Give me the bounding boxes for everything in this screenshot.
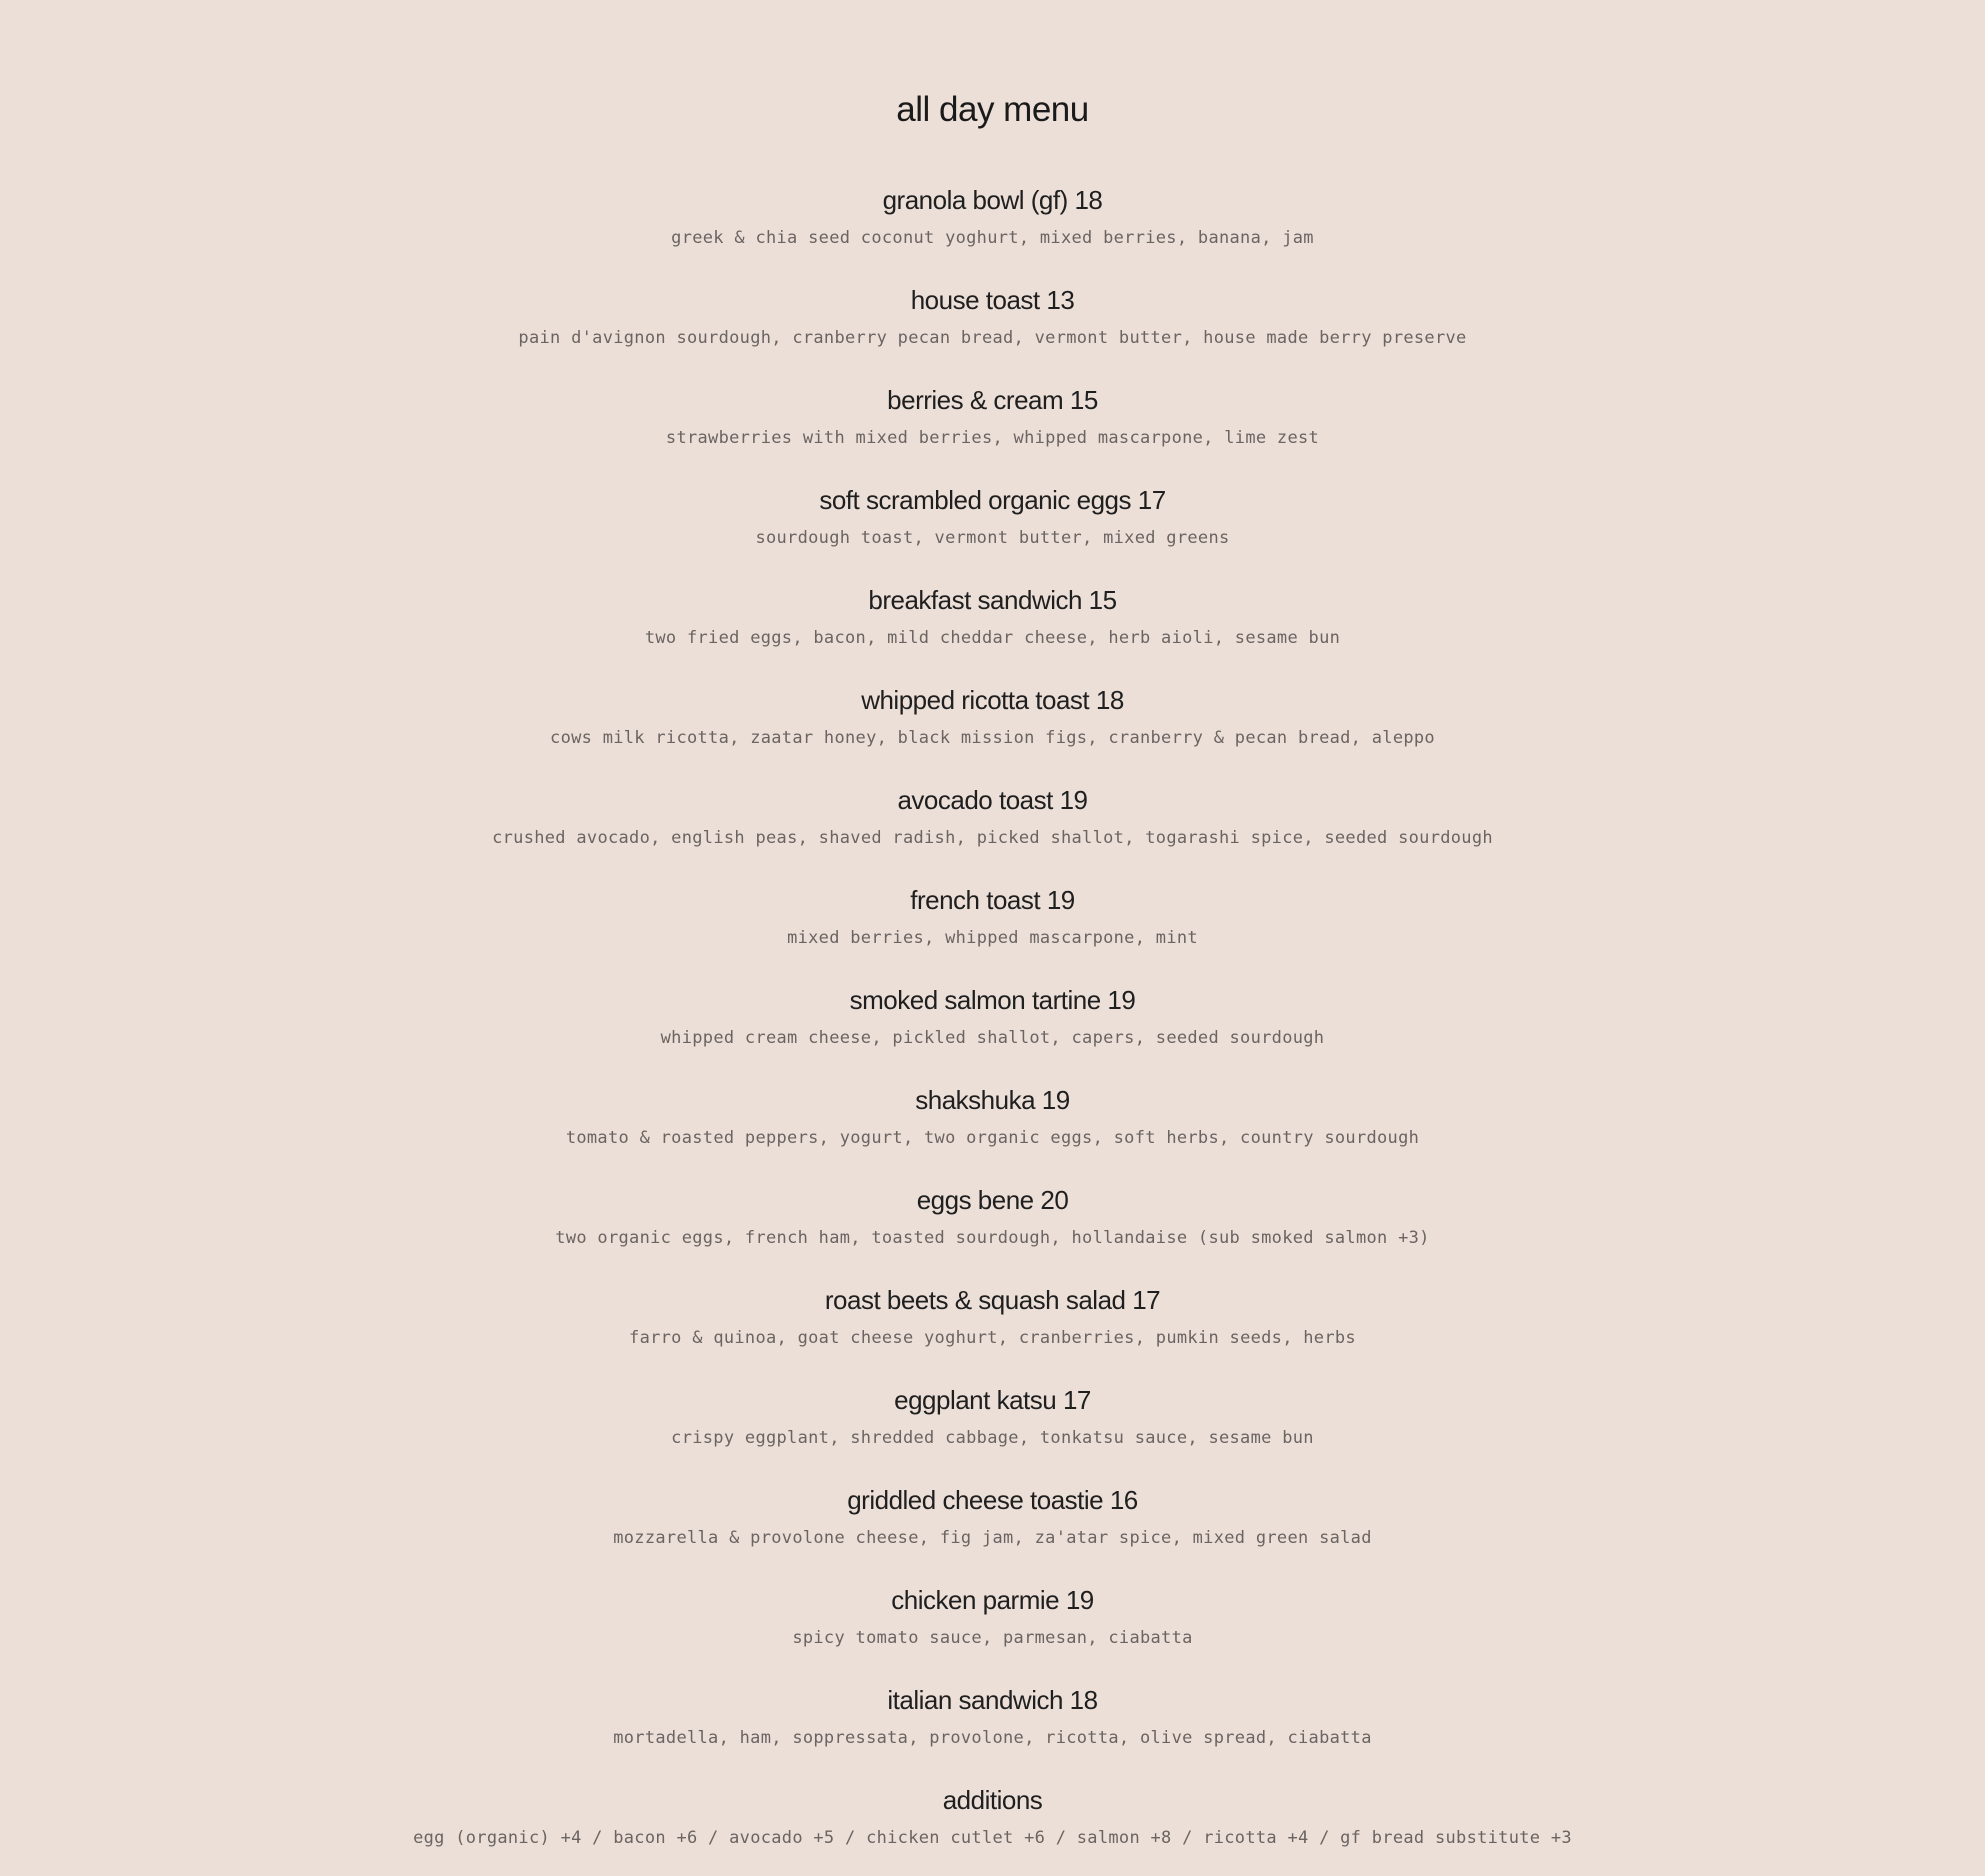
menu-item-description: mortadella, ham, soppressata, provolone, ricotta, olive spread, ciabatta	[613, 1728, 1372, 1748]
menu-item-name: berries & cream 15	[887, 385, 1098, 415]
menu-item-name: breakfast sandwich 15	[868, 585, 1117, 615]
menu-item-description: whipped cream cheese, pickled shallot, capers, seeded sourdough	[660, 1028, 1325, 1048]
menu-item-avocado-toast	[0, 776, 1985, 876]
menu-item-name: griddled cheese toastie 16	[847, 1485, 1138, 1515]
menu-item-house-toast	[0, 276, 1985, 376]
menu-item-description: strawberries with mixed berries, whipped mascarpone, lime zest	[665, 428, 1320, 448]
menu-item-name: whipped ricotta toast 18	[861, 685, 1124, 715]
menu-item-name: french toast 19	[910, 885, 1075, 915]
menu-item-description: cows milk ricotta, zaatar honey, black mission figs, cranberry & pecan bread, aleppo	[550, 728, 1435, 748]
menu-item-name: avocado toast 19	[897, 785, 1088, 815]
menu-item-cheese-toastie	[0, 1476, 1985, 1576]
menu-item-description: farro & quinoa, goat cheese yoghurt, cranberries, pumkin seeds, herbs	[629, 1328, 1356, 1348]
menu-item-salmon-tartine	[0, 976, 1985, 1076]
menu-item-eggplant-katsu	[0, 1376, 1985, 1476]
menu-item-description: spicy tomato sauce, parmesan, ciabatta	[792, 1628, 1193, 1648]
menu-item-breakfast-sandwich	[0, 576, 1985, 676]
menu-item-description: crispy eggplant, shredded cabbage, tonkatsu sauce, sesame bun	[671, 1428, 1314, 1448]
menu-item-description: mozzarella & provolone cheese, fig jam, za'atar spice, mixed green salad	[613, 1528, 1372, 1548]
menu-item-name: house toast 13	[910, 285, 1075, 315]
menu-item-shakshuka	[0, 1076, 1985, 1176]
menu-item-description: pain d'avignon sourdough, cranberry pecan bread, vermont butter, house made berry preserve	[518, 328, 1467, 348]
menu-item-granola-bowl	[0, 176, 1985, 276]
menu-item-name: soft scrambled organic eggs 17	[819, 485, 1166, 515]
menu-item-description: mixed berries, whipped mascarpone, mint	[787, 928, 1198, 948]
menu-item-name: additions	[942, 1785, 1043, 1815]
menu-item-name: roast beets & squash salad 17	[824, 1285, 1161, 1315]
menu-item-ricotta-toast	[0, 676, 1985, 776]
menu-list	[0, 176, 1985, 1876]
menu-item-name: eggplant katsu 17	[894, 1385, 1091, 1415]
menu-item-description: tomato & roasted peppers, yogurt, two organic eggs, soft herbs, country sourdough	[565, 1128, 1420, 1148]
menu-item-name: shakshuka 19	[915, 1085, 1070, 1115]
menu-item-chicken-parmie	[0, 1576, 1985, 1676]
menu-item-italian-sandwich	[0, 1676, 1985, 1776]
menu-item-scrambled-eggs	[0, 476, 1985, 576]
menu-item-description: crushed avocado, english peas, shaved radish, picked shallot, togarashi spice, seeded sourdough	[492, 828, 1493, 848]
menu-item-additions	[0, 1776, 1985, 1876]
page-title: all day menu	[896, 90, 1089, 129]
menu-item-french-toast	[0, 876, 1985, 976]
menu-item-name: smoked salmon tartine 19	[849, 985, 1136, 1015]
menu-item-description: greek & chia seed coconut yoghurt, mixed berries, banana, jam	[671, 228, 1314, 248]
menu-item-name: eggs bene 20	[916, 1185, 1069, 1215]
menu-item-description: two fried eggs, bacon, mild cheddar cheese, herb aioli, sesame bun	[644, 628, 1341, 648]
menu-item-name: granola bowl (gf) 18	[882, 185, 1103, 215]
menu-item-beets-salad	[0, 1276, 1985, 1376]
menu-item-eggs-bene	[0, 1176, 1985, 1276]
menu-item-description: egg (organic) +4 / bacon +6 / avocado +5 / chicken cutlet +6 / salmon +8 / ricotta +4 / gf bread substitute +3	[413, 1828, 1572, 1848]
menu-item-name: chicken parmie 19	[891, 1585, 1094, 1615]
menu-item-description: sourdough toast, vermont butter, mixed greens	[755, 528, 1230, 548]
menu-item-berries-cream	[0, 376, 1985, 476]
menu-item-name: italian sandwich 18	[887, 1685, 1098, 1715]
menu-item-description: two organic eggs, french ham, toasted sourdough, hollandaise (sub smoked salmon +3)	[555, 1228, 1430, 1248]
